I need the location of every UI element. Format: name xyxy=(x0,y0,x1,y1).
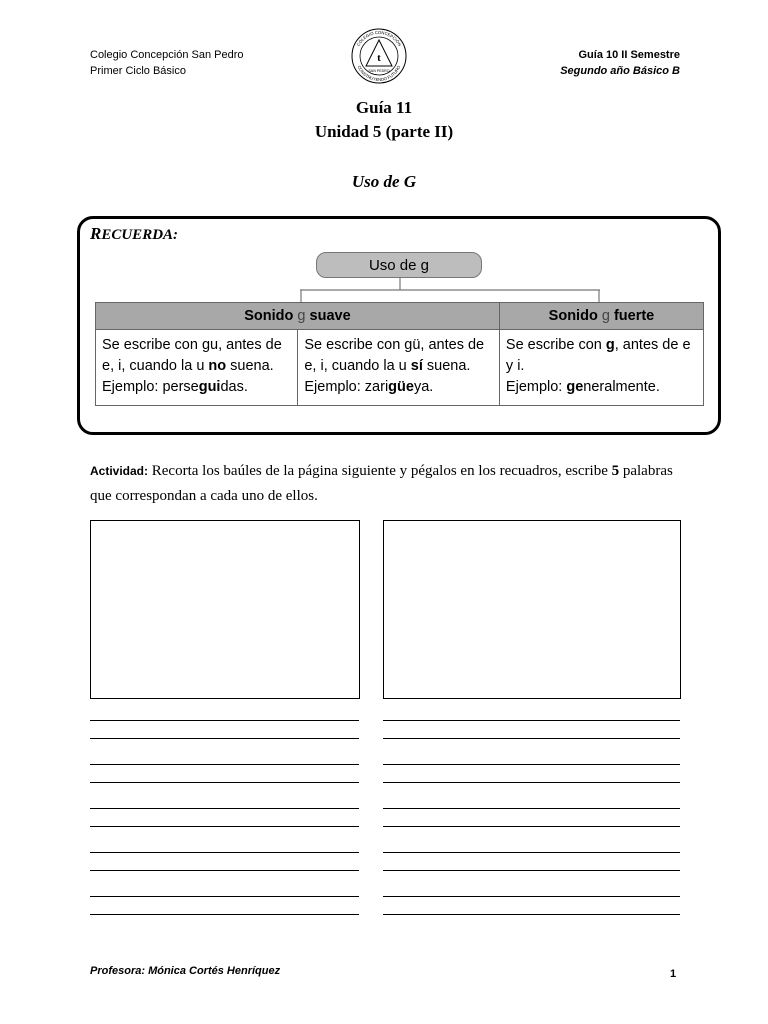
writing-line xyxy=(90,914,359,915)
rule-gu-cell: Se escribe con gu, antes de e, i, cuando la u no suena. Ejemplo: perseguidas. xyxy=(96,330,298,406)
writing-line xyxy=(90,896,359,897)
guide-title: Guía 11 xyxy=(355,98,413,117)
writing-line xyxy=(90,826,359,827)
school-logo xyxy=(348,28,410,86)
writing-line xyxy=(383,720,680,721)
writing-line xyxy=(383,782,680,783)
writing-line xyxy=(383,738,680,739)
header-left xyxy=(90,47,244,79)
writing-line xyxy=(383,764,680,765)
school-name: Colegio Concepción San Pedro xyxy=(90,49,244,61)
rule-gue-cell: Se escribe con gü, antes de e, i, cuando la u sí suena. Ejemplo: zarigüeya. xyxy=(298,330,500,406)
writing-line xyxy=(90,764,359,765)
writing-line xyxy=(90,808,359,809)
guide-semester: Guía 10 II Semestre xyxy=(578,49,680,61)
uso-de-g-pill: Uso de g xyxy=(316,252,482,278)
page-title xyxy=(0,96,768,144)
topic-title: Uso de G xyxy=(351,172,417,191)
svg-text:COLEGIO CONCEPCIÓN: COLEGIO CONCEPCIÓN xyxy=(355,29,403,47)
svg-text:t: t xyxy=(377,52,381,64)
writing-line xyxy=(90,782,359,783)
svg-text:CONSTRUYENDO FUTURO: CONSTRUYENDO FUTURO xyxy=(356,64,402,83)
grade-label: Segundo año Básico B xyxy=(560,65,680,77)
writing-line xyxy=(383,852,680,853)
recuerda-label: RECUERDA: xyxy=(90,224,179,243)
activity-instructions: Actividad: Recorta los baúles de la página siguiente y pégalos en los recuadros, escribe 5 palabras que correspondan a cada uno de ellos. xyxy=(90,463,673,504)
writing-line xyxy=(383,870,680,871)
writing-line xyxy=(90,852,359,853)
writing-line xyxy=(383,914,680,915)
writing-line xyxy=(383,808,680,809)
svg-text:SAN PEDRO: SAN PEDRO xyxy=(368,69,390,73)
unit-title: Unidad 5 (parte II) xyxy=(314,122,454,141)
header-right xyxy=(560,47,680,79)
rule-g-cell: Se escribe con g, antes de e y i. Ejemplo: generalmente. xyxy=(499,330,703,406)
teacher-name: Profesora: Mónica Cortés Henríquez xyxy=(90,965,281,977)
writing-line xyxy=(90,870,359,871)
writing-line xyxy=(90,720,359,721)
g-rules-table xyxy=(95,302,704,406)
diagram-connector xyxy=(300,278,600,302)
writing-line xyxy=(90,738,359,739)
cycle-name: Primer Ciclo Básico xyxy=(90,65,186,77)
writing-line xyxy=(383,896,680,897)
page-number: 1 xyxy=(670,968,677,980)
activity-label: Actividad: xyxy=(90,464,149,478)
soft-sound-header: Sonido g suave xyxy=(96,303,500,330)
paste-box-left xyxy=(90,520,360,699)
hard-sound-header: Sonido g fuerte xyxy=(499,303,703,330)
writing-line xyxy=(383,826,680,827)
paste-box-right xyxy=(383,520,681,699)
